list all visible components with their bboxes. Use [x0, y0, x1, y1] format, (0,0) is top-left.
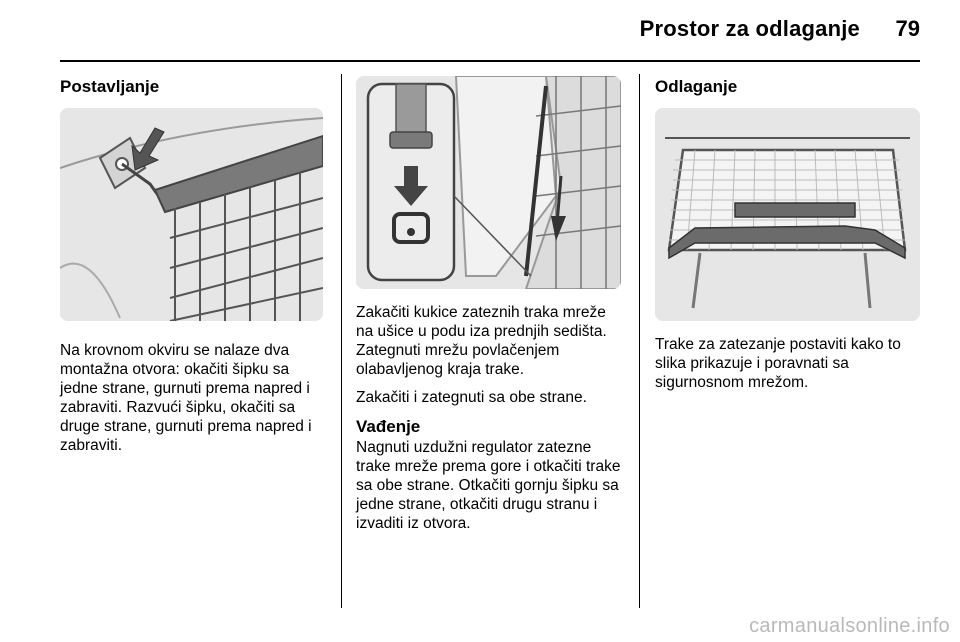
column-divider-right [639, 74, 640, 608]
illustration-floor-hooks [356, 76, 621, 289]
hooks-text: Zakačiti kukice zateznih traka mreže na ušice u podu iza prednjih sedišta. Zategnuti mrežu povlačenjem olabavljenog kraja trake. [356, 304, 607, 378]
header-rule [60, 60, 920, 62]
column-divider-left [341, 74, 342, 608]
column-installation [60, 76, 325, 464]
column-hooks [356, 76, 624, 542]
page-number: 79 [895, 16, 920, 41]
page-header-title: Prostor za odlaganje [639, 16, 860, 41]
column-storage [655, 76, 920, 401]
watermark: carmanualsonline.info [749, 615, 950, 637]
illustration-stored-net [655, 108, 920, 321]
section-heading-installation: Postavljanje [60, 77, 160, 96]
both-sides-text: Zakačiti i zategnuti sa obe strane. [356, 389, 587, 406]
subheading-removal: Vađenje [356, 417, 421, 436]
removal-text: Nagnuti uzdužni regulator zatezne trake mreže prema gore i otkačiti trake sa obe strane. Otkačiti gornju šipku sa jedne strane, otkačiti drugu stranu i izvaditi iz otvora. [356, 439, 621, 532]
installation-text: Na krovnom okviru se nalaze dva montažna otvora: okačiti šipku sa jedne strane, gurnuti prema napred i zabraviti. Razvući šipku, okačiti sa druge strane, gurnuti prema napred i zabraviti. [60, 342, 312, 454]
illustration-roof-mount [60, 108, 323, 321]
storage-text: Trake za zatezanje postaviti kako to slika prikazuje i poravnati sa sigurnosnom mrežom. [655, 336, 901, 391]
section-heading-storage: Odlaganje [655, 77, 738, 96]
